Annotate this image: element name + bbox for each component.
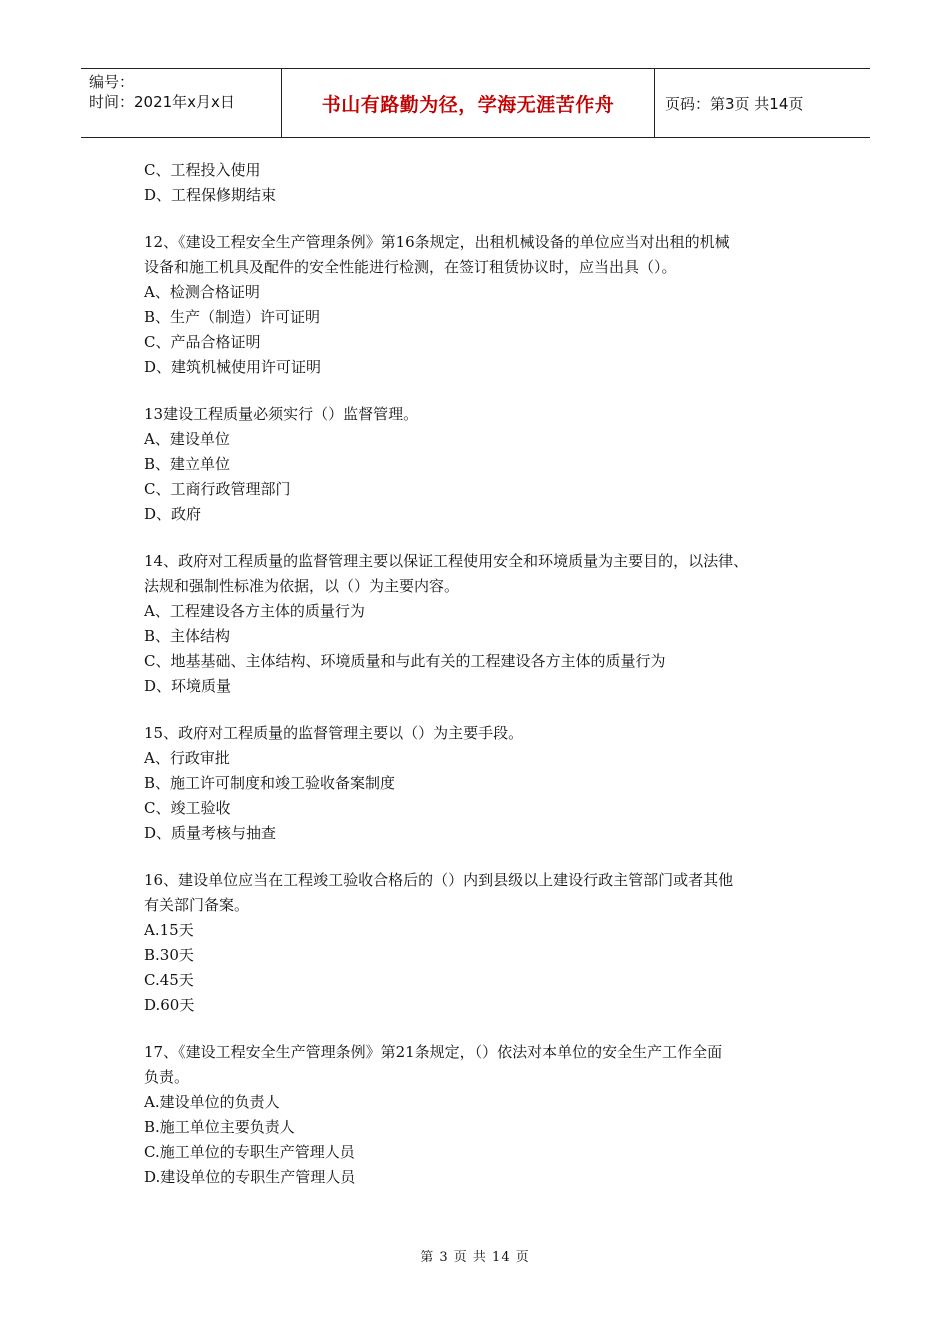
question-stem-line: 13建设工程质量必须实行（）监督管理。 [144,405,419,423]
answer-option: D.建设单位的专职生产管理人员 [144,1168,356,1186]
answer-option: D、工程保修期结束 [144,186,277,204]
question-stem-line: 16、建设单位应当在工程竣工验收合格后的（）内到县级以上建设行政主管部门或者其他 [144,871,734,889]
document-time-label: 时间：2021年x月x日 [89,93,235,111]
question-stem-line: 17、《建设工程安全生产管理条例》第21条规定，（）依法对本单位的安全生产工作全面 [144,1043,723,1061]
question-stem-line: 12、《建设工程安全生产管理条例》第16条规定，出租机械设备的单位应当对出租的机械 [144,233,730,251]
answer-option: A.建设单位的负责人 [144,1093,280,1111]
answer-option: C.施工单位的专职生产管理人员 [144,1143,355,1161]
answer-option: D、建筑机械使用许可证明 [144,358,322,376]
answer-option: A、建设单位 [144,430,230,448]
document-number-label: 编号： [89,73,135,91]
question-stem-line: 15、政府对工程质量的监督管理主要以（）为主要手段。 [144,724,524,742]
question-stem-line: 14、政府对工程质量的监督管理主要以保证工程使用安全和环境质量为主要目的，以法律、 [144,552,749,570]
answer-option: B.施工单位主要负责人 [144,1118,295,1136]
question-block [144,230,824,380]
answer-option: C、地基基础、主体结构、环境质量和与此有关的工程建设各方主体的质量行为 [144,652,666,670]
page-footer: 第 3 页 共 14 页 [420,1250,530,1265]
answer-option: A、行政审批 [144,749,230,767]
answer-option: D、环境质量 [144,677,232,695]
answer-option: D、政府 [144,505,202,523]
answer-option: C、产品合格证明 [144,333,261,351]
answer-option: C.45天 [144,971,194,989]
answer-option: A.15天 [144,921,194,939]
header-page-info: 页码：第3页 共14页 [665,94,804,113]
answer-option: B.30天 [144,946,194,964]
question-stem-line: 负责。 [144,1068,190,1086]
answer-option: B、建立单位 [144,455,231,473]
answer-option: C、工程投入使用 [144,161,261,179]
question-block [144,1040,824,1190]
question-stem-line: 有关部门备案。 [144,896,250,914]
question-block [144,721,824,846]
answer-option: B、主体结构 [144,627,231,645]
page-header [81,68,870,138]
answer-option: C、竣工验收 [144,799,231,817]
header-meta [81,69,282,137]
question-block [144,402,824,527]
answer-option: B、施工许可制度和竣工验收备案制度 [144,774,396,792]
answer-option: D、质量考核与抽查 [144,824,277,842]
answer-option: D.60天 [144,996,195,1014]
answer-option: C、工商行政管理部门 [144,480,291,498]
header-motto: 书山有路勤为径，学海无涯苦作舟 [282,69,655,137]
answer-option: A、检测合格证明 [144,283,260,301]
question-list [144,158,824,1190]
question-block [144,868,824,1018]
question-stem-line: 设备和施工机具及配件的安全性能进行检测，在签订租赁协议时，应当出具（）。 [144,258,677,276]
answer-option: B、生产（制造）许可证明 [144,308,321,326]
answer-option: A、工程建设各方主体的质量行为 [144,602,365,620]
question-stem-line: 法规和强制性标准为依据，以（）为主要内容。 [144,577,460,595]
question-block [144,158,824,208]
question-block [144,549,824,699]
